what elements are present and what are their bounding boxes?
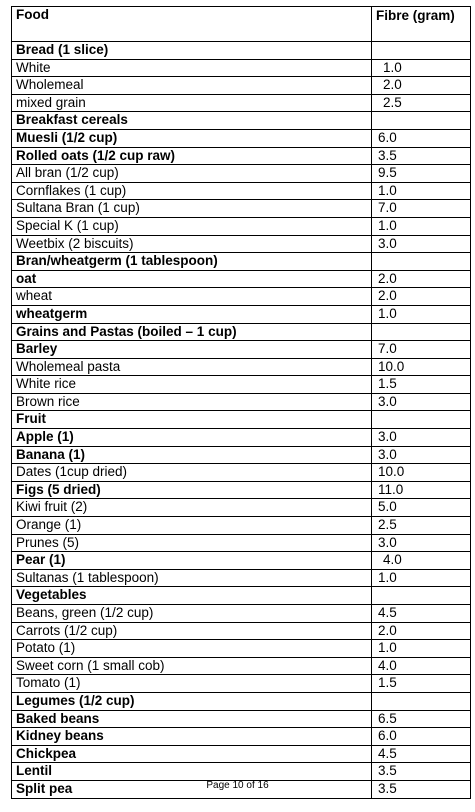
- fibre-value-cell: 4.0: [372, 657, 471, 675]
- food-cell: Wholemeal pasta: [12, 358, 372, 376]
- table-row: [12, 411, 471, 429]
- table-row: [12, 288, 471, 306]
- table-row: [12, 763, 471, 781]
- fibre-value-cell: 11.0: [372, 481, 471, 499]
- fibre-value-cell: 3.0: [372, 235, 471, 253]
- food-cell: All bran (1/2 cup): [12, 165, 372, 183]
- fibre-value-cell: 1.0: [372, 59, 471, 77]
- food-cell: Banana (1): [12, 446, 372, 464]
- table-row: [12, 499, 471, 517]
- food-cell: Muesli (1/2 cup): [12, 129, 372, 147]
- food-cell: Barley: [12, 341, 372, 359]
- fibre-value-cell: 10.0: [372, 358, 471, 376]
- food-cell: Cornflakes (1 cup): [12, 182, 372, 200]
- fibre-value-cell: 1.5: [372, 376, 471, 394]
- food-cell: Brown rice: [12, 393, 372, 411]
- food-cell: Chickpea: [12, 745, 372, 763]
- table-row: [12, 235, 471, 253]
- food-cell: Tomato (1): [12, 675, 372, 693]
- fibre-value-cell: 1.5: [372, 675, 471, 693]
- table-row: [12, 147, 471, 165]
- fibre-value-cell: 2.0: [372, 270, 471, 288]
- food-cell: Kidney beans: [12, 728, 372, 746]
- fibre-value-cell: 3.0: [372, 446, 471, 464]
- food-cell: Sultanas (1 tablespoon): [12, 569, 372, 587]
- food-cell: Bread (1 slice): [12, 42, 372, 60]
- fibre-value-cell: 6.5: [372, 710, 471, 728]
- fibre-value-cell: 9.5: [372, 165, 471, 183]
- fibre-value-cell: 2.5: [372, 94, 471, 112]
- food-cell: wheatgerm: [12, 305, 372, 323]
- fibre-value-cell: 2.0: [372, 622, 471, 640]
- food-cell: Fruit: [12, 411, 372, 429]
- fibre-value-cell: [372, 323, 471, 341]
- table-row: [12, 77, 471, 95]
- table-row: [12, 587, 471, 605]
- table-row: [12, 429, 471, 447]
- food-cell: Dates (1cup dried): [12, 464, 372, 482]
- table-row: [12, 323, 471, 341]
- food-cell: Sultana Bran (1 cup): [12, 200, 372, 218]
- fibre-value-cell: 6.0: [372, 728, 471, 746]
- table-row: [12, 129, 471, 147]
- fibre-value-cell: [372, 692, 471, 710]
- fibre-value-cell: 3.5: [372, 763, 471, 781]
- food-cell: Weetbix (2 biscuits): [12, 235, 372, 253]
- fibre-value-cell: 2.0: [372, 288, 471, 306]
- table-row: [12, 728, 471, 746]
- food-cell: Rolled oats (1/2 cup raw): [12, 147, 372, 165]
- table-row: [12, 305, 471, 323]
- food-cell: wheat: [12, 288, 372, 306]
- fibre-value-cell: 1.0: [372, 217, 471, 235]
- page-number: Page 10 of 16: [206, 780, 269, 791]
- food-cell: Apple (1): [12, 429, 372, 447]
- table-row: [12, 675, 471, 693]
- fibre-value-cell: [372, 253, 471, 271]
- food-cell: Potato (1): [12, 640, 372, 658]
- fibre-value-cell: 7.0: [372, 200, 471, 218]
- table-row: [12, 341, 471, 359]
- food-cell: Breakfast cereals: [12, 112, 372, 130]
- fibre-value-cell: 3.0: [372, 393, 471, 411]
- fibre-value-cell: 1.0: [372, 305, 471, 323]
- table-row: [12, 710, 471, 728]
- fibre-value-cell: 6.0: [372, 129, 471, 147]
- table-row: [12, 376, 471, 394]
- fibre-value-cell: 1.0: [372, 569, 471, 587]
- food-cell: Prunes (5): [12, 534, 372, 552]
- table-row: [12, 393, 471, 411]
- food-cell: Sweet corn (1 small cob): [12, 657, 372, 675]
- fibre-table-body: [12, 7, 471, 799]
- table-row: [12, 217, 471, 235]
- food-cell: mixed grain: [12, 94, 372, 112]
- fibre-value-cell: 2.5: [372, 517, 471, 535]
- table-row: [12, 481, 471, 499]
- fibre-value-cell: 7.0: [372, 341, 471, 359]
- table-row: [12, 622, 471, 640]
- table-row: [12, 112, 471, 130]
- table-row: [12, 692, 471, 710]
- fibre-value-cell: 3.0: [372, 429, 471, 447]
- food-cell: Grains and Pastas (boiled – 1 cup): [12, 323, 372, 341]
- table-row: [12, 42, 471, 60]
- fibre-value-cell: 4.5: [372, 745, 471, 763]
- food-cell: Pear (1): [12, 552, 372, 570]
- fibre-column-header: Fibre (gram): [372, 7, 471, 42]
- table-row: [12, 517, 471, 535]
- food-cell: Lentil: [12, 763, 372, 781]
- table-row: [12, 640, 471, 658]
- table-row: [12, 745, 471, 763]
- fibre-value-cell: [372, 411, 471, 429]
- food-cell: Kiwi fruit (2): [12, 499, 372, 517]
- fibre-value-cell: [372, 42, 471, 60]
- food-cell: Beans, green (1/2 cup): [12, 605, 372, 623]
- fibre-value-cell: 1.0: [372, 640, 471, 658]
- food-cell: Legumes (1/2 cup): [12, 692, 372, 710]
- food-cell: Vegetables: [12, 587, 372, 605]
- table-row: [12, 165, 471, 183]
- food-cell: Wholemeal: [12, 77, 372, 95]
- food-cell: White rice: [12, 376, 372, 394]
- food-cell: Split pea: [12, 780, 372, 798]
- table-row: [12, 200, 471, 218]
- fibre-value-cell: [372, 587, 471, 605]
- table-row: [12, 464, 471, 482]
- fibre-value-cell: 10.0: [372, 464, 471, 482]
- food-cell: oat: [12, 270, 372, 288]
- food-cell: Orange (1): [12, 517, 372, 535]
- fibre-value-cell: 1.0: [372, 182, 471, 200]
- food-column-header: Food: [12, 7, 372, 42]
- table-row: [12, 534, 471, 552]
- fibre-value-cell: 2.0: [372, 77, 471, 95]
- table-row: [12, 358, 471, 376]
- fibre-value-cell: 4.5: [372, 605, 471, 623]
- table-row: [12, 657, 471, 675]
- table-row: [12, 569, 471, 587]
- food-cell: Special K (1 cup): [12, 217, 372, 235]
- food-cell: Carrots (1/2 cup): [12, 622, 372, 640]
- table-row: [12, 605, 471, 623]
- table-row: [12, 182, 471, 200]
- fibre-value-cell: 5.0: [372, 499, 471, 517]
- table-row: [12, 59, 471, 77]
- food-cell: Baked beans: [12, 710, 372, 728]
- fibre-value-cell: [372, 112, 471, 130]
- fibre-table: [11, 6, 471, 799]
- fibre-value-cell: 3.5: [372, 147, 471, 165]
- table-row: [12, 270, 471, 288]
- food-cell: Figs (5 dried): [12, 481, 372, 499]
- table-header-row: [12, 7, 471, 42]
- food-cell: White: [12, 59, 372, 77]
- table-row: [12, 552, 471, 570]
- table-row: [12, 94, 471, 112]
- table-row: [12, 253, 471, 271]
- fibre-value-cell: 3.0: [372, 534, 471, 552]
- fibre-value-cell: 3.5: [372, 780, 471, 798]
- fibre-value-cell: 4.0: [372, 552, 471, 570]
- food-cell: Bran/wheatgerm (1 tablespoon): [12, 253, 372, 271]
- table-row: [12, 446, 471, 464]
